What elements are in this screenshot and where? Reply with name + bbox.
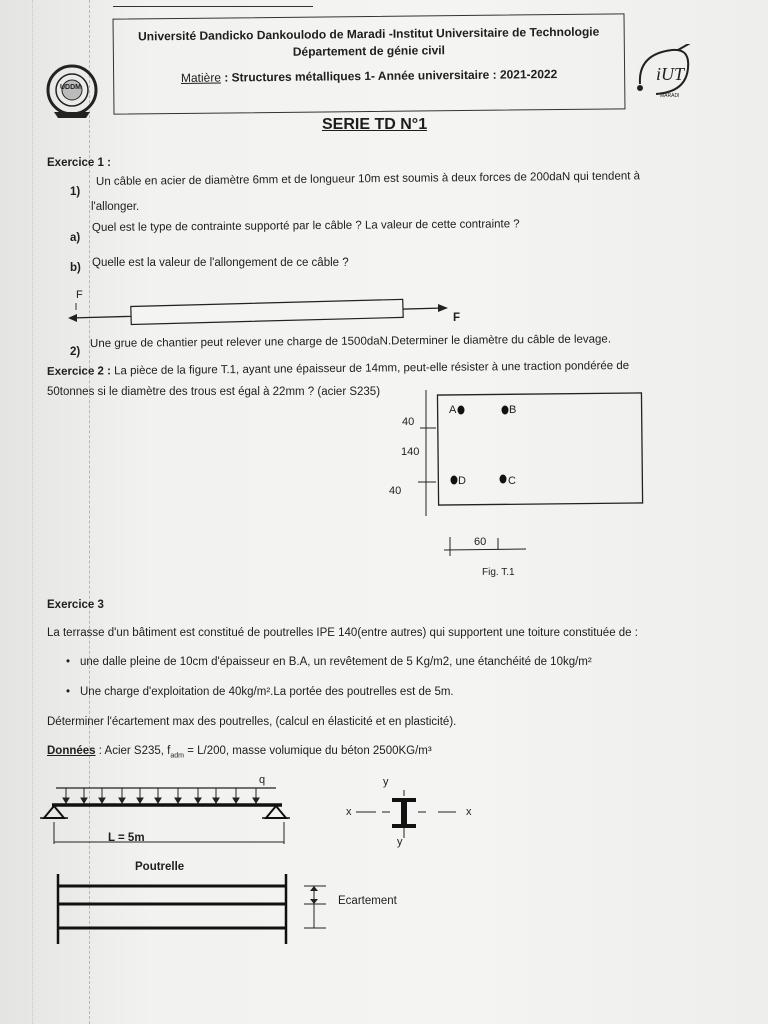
ex1-qb-num: b) [70,262,81,274]
department-name: Département de génie civil [292,43,445,59]
ecartement-label: Ecartement [338,895,397,907]
hole-a-label: A [449,404,457,416]
hole-d-label: D [458,475,466,487]
ex2-heading: Exercice 2 : [46,365,111,378]
ex3-intro: La terrasse d'un bâtiment est constitué de poutrelles IPE 140(entre autres) qui supportent une toiture constituée de : [47,627,638,639]
university-name: Université Dandicko Dankoulodo de Maradi -Institut Universitaire de Technologie [138,24,600,44]
axis-x-left: x [346,806,352,818]
ex2-line1 [47,360,629,378]
dim-140: 140 [401,446,420,458]
ex1-qb-text: Quelle est la valeur de l'allongement de ce câble ? [92,257,349,269]
ex2-line2: 50tonnes si le diamètre des trous est égal à 22mm ? (acier S235) [47,386,381,398]
ex1-q2-text: Une grue de chantier peut relever une charge de 1500daN.Determiner le diamètre du câble de levage. [89,333,612,350]
course-info [114,66,624,85]
ex1-qa-num: a) [70,232,81,244]
dim-40-top: 40 [402,416,415,428]
donnees-sub: adm [170,752,184,760]
poutrelle-plan [50,872,350,948]
logo-left-text: UDDM [60,84,81,91]
ipe-section [346,790,466,840]
beam-diagram [38,780,298,846]
cable-diagram [64,296,464,330]
force-left-label: F [76,289,83,301]
matiere-text: : Structures métalliques 1- Année universitaire : 2021-2022 [220,67,558,85]
fig-caption: Fig. T.1 [482,567,515,578]
cut-off-top-text [113,6,313,17]
hole-b-label: B [509,404,517,416]
force-right-label: F [453,312,461,324]
ex3-donnees [47,745,432,759]
axis-y-top: y [383,776,389,788]
fold-line [32,0,33,1024]
dim-60: 60 [474,536,487,548]
ex2-line1-text: La pièce de la figure T.1, ayant une épaisseur de 14mm, peut-elle résister à une traction pondérée de [110,359,630,378]
ex1-q2-num: 2) [70,346,81,358]
ex3-determine: Déterminer l'écartement max des poutrelles, (calcul en élasticité et en plasticité). [47,716,457,728]
dim-40-bottom: 40 [389,485,402,497]
page-title: SERIE TD N°1 [322,116,428,133]
header-box [113,13,626,114]
bullet-dot: • [66,656,71,668]
ex1-q1-num: 1) [70,186,81,198]
matiere-label: Matière [180,70,222,85]
axis-x-right: x [466,806,472,818]
donnees-label: Données [47,745,96,757]
ex3-bullet1: une dalle pleine de 10cm d'épaisseur en B.A, un revêtement de 5 Kg/m2, une étanchéité de 10kg/m² [80,656,592,668]
logo-right-text: iUT [656,64,685,84]
hole-c-label: C [508,475,516,487]
axis-y-bottom: y [397,836,403,848]
ex1-q1-line1: Un câble en acier de diamètre 6mm et de longueur 10m est soumis à deux forces de 200daN qui tendent à [95,170,641,188]
ex1-heading: Exercice 1 : [47,157,111,169]
ex1-qa-text: Quel est le type de contrainte supporté par le câble ? La valeur de cette contrainte ? [91,218,520,234]
load-label: q [259,774,266,786]
ex3-heading: Exercice 3 [47,599,104,611]
logo-right-sub: MARADI [660,93,680,99]
university-logo [46,62,100,122]
donnees-text2: = L/200, masse volumique du béton 2500KG/m³ [184,745,432,757]
bullet-dot: • [66,686,71,698]
fold-line [89,0,90,1024]
poutrelle-label: Poutrelle [135,861,185,873]
donnees-text: : Acier S235, f [95,745,171,757]
ex3-bullet2: Une charge d'exploitation de 40kg/m².La portée des poutrelles est de 5m. [80,686,454,698]
ex1-q1-line2: l'allonger. [91,201,140,213]
span-label: L = 5m [108,832,145,844]
